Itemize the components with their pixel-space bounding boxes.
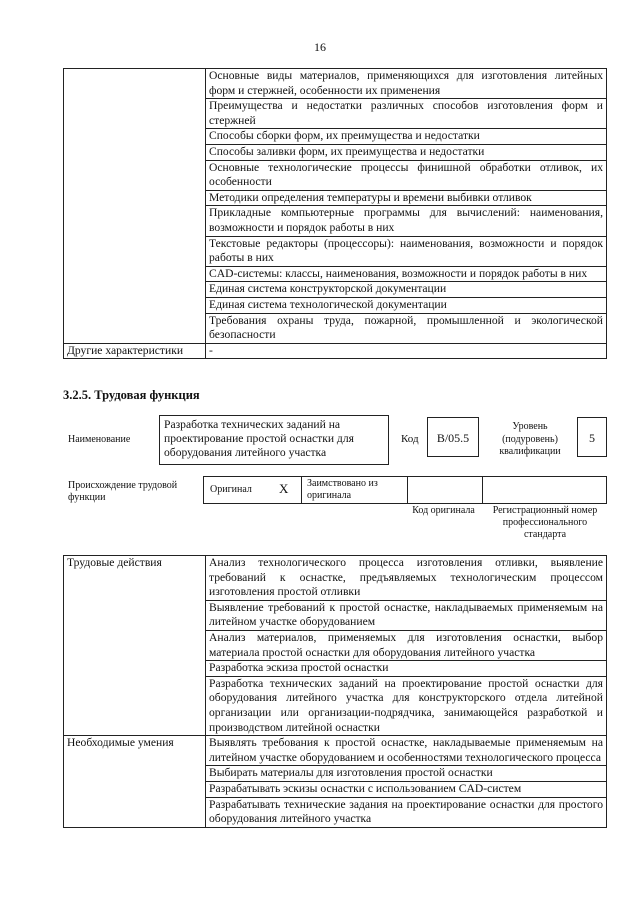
knowledge-item: Основные виды материалов, применяющихся для изготовления литейных форм и стержней, особенности их применения (206, 69, 607, 99)
skill-item: Выбирать материалы для изготовления простой оснастки (206, 766, 607, 782)
labor-action-item: Разработка эскиза простой оснастки (206, 661, 607, 677)
qualification-level-box: 5 (577, 417, 607, 457)
knowledge-item: Методики определения температуры и времени выбивки отливок (206, 190, 607, 206)
code-original-label: Код оригинала (412, 505, 475, 516)
reg-number-cell (483, 477, 606, 503)
labor-action-item: Анализ материалов, применяемых для изготовления оснастки, выбор материала простой оснастки для оборудования литейного участка (206, 630, 607, 660)
knowledge-item: Преимущества и недостатки различных способов изготовления форм и стержней (206, 99, 607, 129)
table-row (64, 736, 607, 766)
origin-label: Происхождение трудовой функции (68, 480, 178, 503)
original-mark: X (279, 481, 289, 496)
knowledge-item: Текстовые редакторы (процессоры): наименования, возможности и порядок работы в них (206, 236, 607, 266)
labor-action-item: Разработка технических заданий на проектирование простой оснастки для оборудования литейного участка для конструкторского отдела литейной организации или организации-подрядчика, занимающейся разработкой и производством литейной оснастки (206, 676, 607, 735)
labor-action-item: Анализ технологического процесса изготовления отливки, выявление требований к оснастке, предъявляемых технологическим процессом изготовления простой отливки (206, 556, 607, 601)
other-characteristics-value: - (206, 343, 607, 359)
skills-label: Необходимые умения (64, 736, 206, 828)
skill-item: Выявлять требования к простой оснастке, накладываемые применяемым на литейном участке оборудованием и особенностями технологического процесса (206, 736, 607, 766)
knowledge-table (63, 68, 607, 359)
code-original-cell (408, 477, 483, 503)
section-title: 3.2.5. Трудовая функция (63, 388, 200, 402)
knowledge-item: Прикладные компьютерные программы для вычислений: наименования, возможности и порядок работы в них (206, 206, 607, 236)
name-label: Наименование (68, 434, 131, 445)
code-label: Код (401, 433, 419, 445)
labor-action-item: Выявление требований к простой оснастке, накладываемых применяемым на литейном участке оборудованием (206, 600, 607, 630)
table-row (64, 556, 607, 601)
borrowed-cell (302, 477, 408, 503)
table-row (64, 69, 607, 99)
skill-item: Разрабатывать эскизы оснастки с использованием CAD-систем (206, 781, 607, 797)
knowledge-item: Основные технологические процессы финишной обработки отливок, их особенности (206, 160, 607, 190)
qualification-level-label: Уровень (подуровень) квалификации (499, 421, 561, 457)
labor-function-table (63, 555, 607, 828)
borrowed-label: Заимствовано из оригинала (307, 478, 378, 501)
reg-number-label: Регистрационный номер профессионального стандарта (492, 505, 598, 540)
knowledge-item: Способы заливки форм, их преимущества и недостатки (206, 144, 607, 160)
other-characteristics-label: Другие характеристики (64, 343, 206, 359)
knowledge-item: Требования охраны труда, пожарной, промышленной и экологической безопасности (206, 313, 607, 343)
labor-actions-label: Трудовые действия (64, 556, 206, 736)
function-name-box: Разработка технических заданий на проектирование простой оснастки для оборудования литейного участка (159, 415, 389, 465)
page-number: 16 (314, 40, 326, 54)
empty-label-cell (64, 69, 206, 344)
origin-strip (203, 476, 607, 504)
knowledge-item: CAD-системы: классы, наименования, возможности и порядок работы в них (206, 266, 607, 282)
knowledge-item: Единая система технологической документации (206, 297, 607, 313)
skill-item: Разрабатывать технические задания на проектирование оснастки для простого оборудования литейного участка (206, 797, 607, 827)
knowledge-item: Единая система конструкторской документации (206, 282, 607, 298)
code-value-box: В/05.5 (427, 417, 479, 457)
knowledge-item: Способы сборки форм, их преимущества и недостатки (206, 129, 607, 145)
table-row (64, 343, 607, 359)
original-label: Оригинал (210, 484, 252, 495)
original-cell (204, 477, 302, 503)
